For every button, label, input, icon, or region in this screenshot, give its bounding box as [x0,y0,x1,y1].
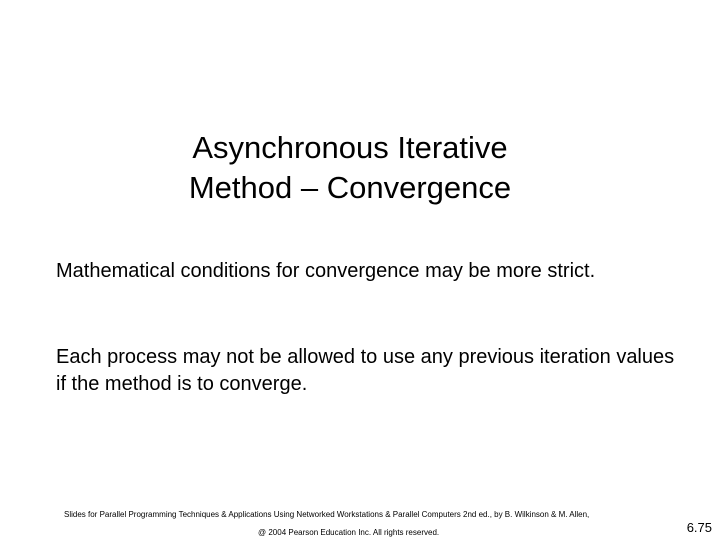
body-paragraph-convergence-conditions: Mathematical conditions for convergence may be more strict. [56,260,596,282]
footer-copyright: @ 2004 Pearson Education Inc. All rights reserved. [258,528,440,537]
slide-title-line-2: Method – Convergence [188,170,512,205]
body-paragraph-previous-iteration-values: Each process may not be allowed to use any previous iteration values if the method is to converge. [56,346,675,395]
slide-number: 6.75 [686,520,712,535]
footer-citation: Slides for Parallel Programming Techniques & Applications Using Networked Workstations & Parallel Computers 2nd ed., by B. Wilkinson & M. Allen, [64,510,590,519]
slide-title [0,128,700,208]
slide-title-line-1: Asynchronous Iterative [192,130,508,165]
